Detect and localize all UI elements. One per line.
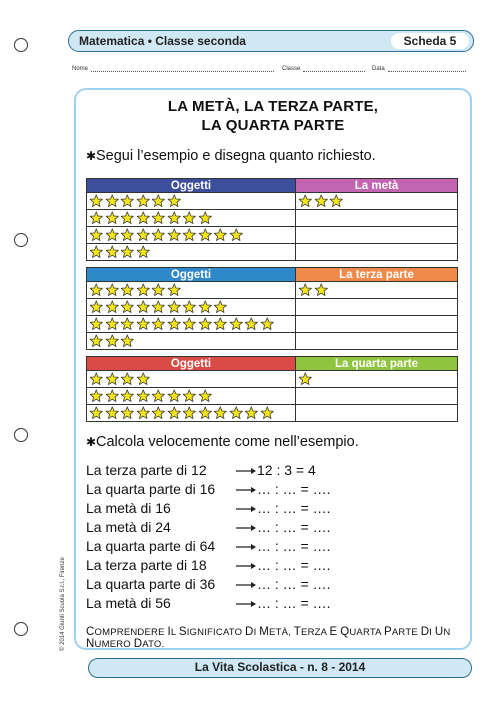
star-icon (198, 228, 213, 242)
objects-cell (87, 405, 296, 422)
table-row (87, 299, 458, 316)
footer-bar: La Vita Scolastica - n. 8 - 2014 (88, 658, 472, 678)
star-icon (229, 317, 244, 331)
table-row (87, 244, 458, 261)
table-row (87, 193, 458, 210)
star-group (298, 372, 457, 386)
star-icon (167, 406, 182, 420)
star-icon (167, 228, 182, 242)
star-icon (198, 211, 213, 225)
objects-cell (87, 227, 296, 244)
star-icon (120, 334, 135, 348)
calc-row (86, 519, 466, 537)
star-icon (182, 228, 197, 242)
star-icon (105, 211, 120, 225)
arrow-right-icon (234, 561, 258, 571)
star-group (89, 245, 295, 259)
instruction-calc (86, 434, 359, 450)
binder-hole (14, 622, 28, 636)
star-icon (89, 194, 104, 208)
star-icon (182, 406, 197, 420)
star-group (89, 406, 295, 420)
name-label: Nome (72, 66, 89, 72)
star-icon (244, 406, 259, 420)
star-icon (120, 245, 135, 259)
star-icon (89, 211, 104, 225)
arrow-right-icon (234, 599, 258, 609)
star-icon (229, 406, 244, 420)
objects-header: Oggetti (87, 268, 296, 282)
calc-label: La metà di 56 (86, 595, 171, 611)
learning-objective-text: COMPRENDERE IL SIGNIFICATO DI METÀ, TERZA E QUARTA PARTE DI UN NUMERO DATO. (86, 626, 451, 650)
star-icon (298, 194, 313, 208)
name-field[interactable] (72, 66, 274, 72)
star-icon (120, 372, 135, 386)
star-group (298, 283, 457, 297)
star-icon (136, 406, 151, 420)
binder-hole (14, 233, 28, 247)
answer-cell[interactable] (296, 316, 458, 333)
class-label: Classe (282, 66, 301, 72)
student-fields (72, 66, 472, 78)
star-group (298, 194, 457, 208)
table-row (87, 316, 458, 333)
star-icon (213, 300, 228, 314)
star-icon (151, 389, 166, 403)
calc-label: La metà di 24 (86, 519, 171, 535)
arrow-right-icon (234, 466, 258, 476)
binder-hole (14, 38, 28, 52)
star-icon (105, 194, 120, 208)
star-icon (260, 406, 275, 420)
table-header-row (87, 179, 458, 193)
star-icon (89, 228, 104, 242)
star-icon (89, 334, 104, 348)
objects-cell (87, 316, 296, 333)
calc-row (86, 557, 466, 575)
star-icon (120, 317, 135, 331)
sheet-number: Scheda 5 (391, 33, 469, 49)
answer-cell (296, 371, 458, 388)
star-icon (213, 406, 228, 420)
page-title-line1: LA METÀ, LA TERZA PARTE, (167, 98, 379, 115)
star-icon (136, 300, 151, 314)
star-icon (182, 389, 197, 403)
star-icon (198, 317, 213, 331)
subject-title: Matematica • Classe seconda (79, 34, 246, 48)
star-icon (182, 211, 197, 225)
star-icon (89, 283, 104, 297)
star-icon (151, 317, 166, 331)
star-icon (229, 228, 244, 242)
objects-cell (87, 282, 296, 299)
binder-hole (14, 428, 28, 442)
table-half (86, 178, 458, 261)
star-group (89, 317, 295, 331)
star-icon (136, 317, 151, 331)
star-icon (182, 317, 197, 331)
table-row (87, 333, 458, 350)
table-row (87, 227, 458, 244)
calc-answer-blank[interactable]: … : … = …. (257, 500, 331, 516)
star-icon (105, 317, 120, 331)
table-row (87, 388, 458, 405)
star-icon (151, 194, 166, 208)
learning-objective (86, 626, 462, 650)
answer-cell[interactable] (296, 333, 458, 350)
class-field[interactable] (282, 66, 365, 72)
calc-row (86, 576, 466, 594)
star-group (89, 211, 295, 225)
star-icon (120, 211, 135, 225)
calc-label: La terza parte di 12 (86, 462, 207, 478)
objects-cell (87, 388, 296, 405)
star-icon (136, 228, 151, 242)
arrow-right-icon (234, 504, 258, 514)
calc-label: La quarta parte di 36 (86, 576, 216, 592)
calc-label: La quarta parte di 16 (86, 481, 216, 497)
star-icon (298, 283, 313, 297)
calc-row (86, 538, 466, 556)
arrow-right-icon (234, 523, 258, 533)
star-icon (105, 406, 120, 420)
star-group (89, 389, 295, 403)
fraction-header: La metà (296, 179, 458, 193)
arrow-right-icon (234, 542, 258, 552)
calc-answer-blank[interactable]: … : … = …. (257, 557, 331, 573)
star-group (89, 228, 295, 242)
instruction-draw-text: Segui l’esempio e disegna quanto richiesto. (96, 148, 376, 164)
star-group (89, 283, 295, 297)
bullet-icon: ✱ (86, 435, 97, 449)
calc-example: 12 : 3 = 4 (257, 462, 316, 478)
star-icon (136, 211, 151, 225)
answer-cell[interactable] (296, 227, 458, 244)
copyright: © 2014 Giunti Scuola S.r.l., Firenze (60, 557, 66, 651)
star-icon (136, 283, 151, 297)
calc-row (86, 481, 466, 499)
star-icon (136, 372, 151, 386)
star-icon (167, 389, 182, 403)
answer-cell[interactable] (296, 244, 458, 261)
calc-label: La terza parte di 18 (86, 557, 207, 573)
objects-cell (87, 193, 296, 210)
table-row (87, 371, 458, 388)
star-icon (120, 406, 135, 420)
objects-header: Oggetti (87, 357, 296, 371)
star-icon (120, 283, 135, 297)
star-icon (151, 406, 166, 420)
star-icon (198, 389, 213, 403)
calc-answer-blank[interactable]: … : … = …. (257, 519, 331, 535)
star-icon (260, 317, 275, 331)
star-icon (105, 389, 120, 403)
star-icon (120, 389, 135, 403)
star-icon (167, 211, 182, 225)
star-icon (89, 300, 104, 314)
table-row (87, 282, 458, 299)
star-icon (151, 228, 166, 242)
calc-label: La quarta parte di 64 (86, 538, 216, 554)
table-quarter (86, 356, 458, 422)
star-icon (151, 300, 166, 314)
star-group (89, 372, 295, 386)
star-icon (105, 245, 120, 259)
star-icon (298, 372, 313, 386)
star-icon (198, 406, 213, 420)
star-icon (89, 406, 104, 420)
calc-answer-blank[interactable]: … : … = …. (257, 595, 331, 611)
page-title-line2: LA QUARTA PARTE (201, 117, 345, 134)
answer-cell[interactable] (296, 299, 458, 316)
star-group (89, 334, 295, 348)
instruction-calc-text: Calcola velocemente come nell’esempio. (96, 434, 359, 450)
table-header-row (87, 268, 458, 282)
star-icon (213, 317, 228, 331)
objects-header: Oggetti (87, 179, 296, 193)
star-icon (151, 211, 166, 225)
star-icon (105, 283, 120, 297)
arrow-right-icon (234, 580, 258, 590)
star-icon (89, 389, 104, 403)
table-row (87, 405, 458, 422)
calc-row (86, 500, 466, 518)
star-group (89, 194, 295, 208)
star-icon (105, 334, 120, 348)
star-icon (167, 283, 182, 297)
star-icon (167, 317, 182, 331)
table-header-row (87, 357, 458, 371)
star-icon (105, 372, 120, 386)
answer-cell (296, 193, 458, 210)
answer-cell[interactable] (296, 210, 458, 227)
star-icon (167, 300, 182, 314)
star-icon (136, 389, 151, 403)
fraction-header: La terza parte (296, 268, 458, 282)
star-icon (89, 372, 104, 386)
star-icon (314, 283, 329, 297)
objects-cell (87, 244, 296, 261)
bullet-icon: ✱ (86, 149, 97, 163)
star-icon (89, 245, 104, 259)
star-icon (136, 194, 151, 208)
star-group (89, 300, 295, 314)
fraction-header: La quarta parte (296, 357, 458, 371)
star-icon (120, 228, 135, 242)
answer-cell (296, 282, 458, 299)
calc-row (86, 462, 466, 480)
calc-answer-blank[interactable]: … : … = …. (257, 538, 331, 554)
instruction-draw (86, 148, 376, 164)
calc-label: La metà di 16 (86, 500, 171, 516)
calc-answer-blank[interactable]: … : … = …. (257, 576, 331, 592)
star-icon (329, 194, 344, 208)
date-field[interactable] (372, 66, 466, 72)
answer-cell[interactable] (296, 388, 458, 405)
star-icon (198, 300, 213, 314)
objects-cell (87, 299, 296, 316)
table-row (87, 210, 458, 227)
star-icon (314, 194, 329, 208)
star-icon (136, 245, 151, 259)
date-label: Data (372, 66, 385, 72)
star-icon (120, 194, 135, 208)
star-icon (182, 300, 197, 314)
objects-cell (87, 210, 296, 227)
calc-answer-blank[interactable]: … : … = …. (257, 481, 331, 497)
star-icon (89, 317, 104, 331)
star-icon (244, 317, 259, 331)
arrow-right-icon (234, 485, 258, 495)
header-bar (68, 30, 474, 52)
star-icon (120, 300, 135, 314)
objects-cell (87, 371, 296, 388)
table-third (86, 267, 458, 350)
objects-cell (87, 333, 296, 350)
answer-cell[interactable] (296, 405, 458, 422)
calc-row (86, 595, 466, 613)
star-icon (105, 300, 120, 314)
star-icon (105, 228, 120, 242)
star-icon (151, 283, 166, 297)
star-icon (213, 228, 228, 242)
star-icon (167, 194, 182, 208)
